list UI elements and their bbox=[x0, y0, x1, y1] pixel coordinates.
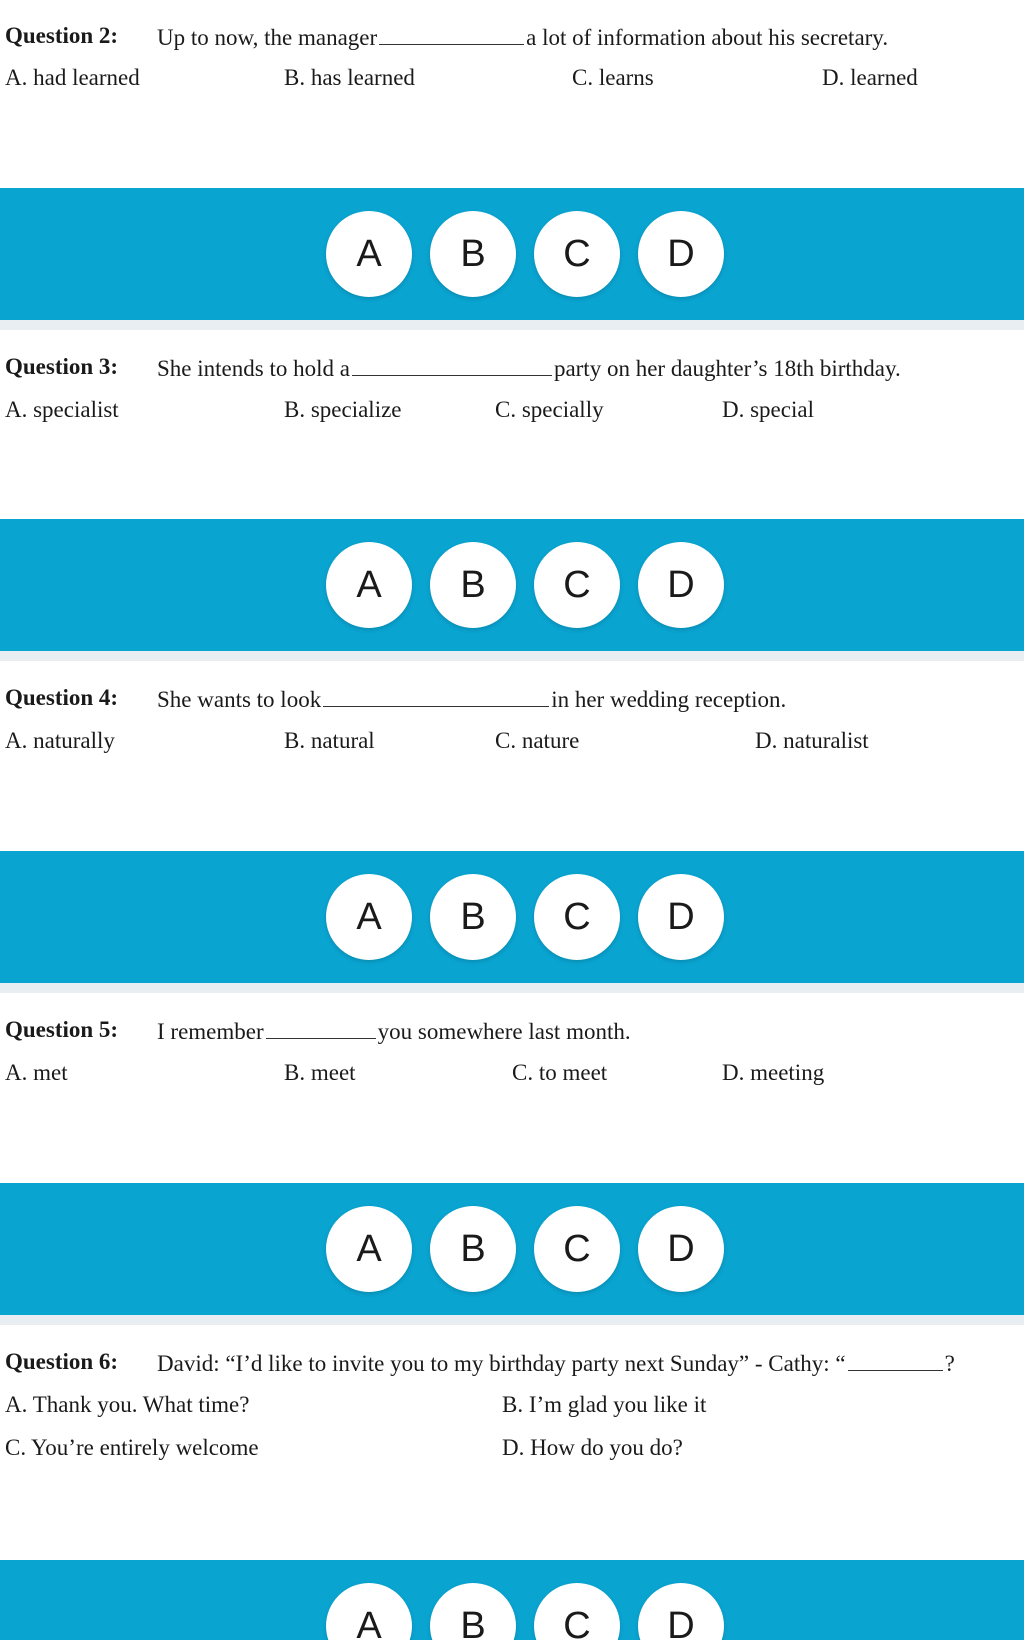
answer-band bbox=[0, 1560, 1024, 1640]
answer-blank bbox=[266, 1016, 376, 1039]
separator bbox=[0, 320, 1024, 330]
answer-button-d[interactable]: D bbox=[638, 211, 724, 297]
answer-button-c[interactable]: C bbox=[534, 211, 620, 297]
option-c: C. to meet bbox=[512, 1060, 608, 1085]
option-c: C. You’re entirely welcome bbox=[5, 1435, 259, 1460]
answer-button-c[interactable]: C bbox=[534, 1206, 620, 1292]
stem-before: She wants to look bbox=[157, 687, 322, 712]
answer-button-b[interactable]: B bbox=[430, 874, 516, 960]
question-stem bbox=[157, 1348, 1024, 1378]
stem-before: David: “I’d like to invite you to my birthday party next Sunday” - Cathy: “ bbox=[157, 1351, 846, 1376]
answer-band bbox=[0, 1183, 1024, 1315]
question-label: Question 4: bbox=[5, 685, 119, 710]
stem-before: She intends to hold a bbox=[157, 356, 350, 381]
answer-blank bbox=[352, 353, 552, 376]
answer-button-a[interactable]: A bbox=[326, 1583, 412, 1640]
question-stem bbox=[157, 684, 786, 714]
stem-before: I remember bbox=[157, 1019, 264, 1044]
separator bbox=[0, 651, 1024, 661]
option-a: A. specialist bbox=[5, 397, 119, 422]
answer-button-a[interactable]: A bbox=[326, 211, 412, 297]
stem-after: in her wedding reception. bbox=[551, 687, 787, 712]
answer-button-c[interactable]: C bbox=[534, 1583, 620, 1640]
option-d: D. naturalist bbox=[755, 728, 869, 753]
option-d: D. learned bbox=[822, 65, 918, 90]
answer-button-b[interactable]: B bbox=[430, 542, 516, 628]
option-a: A. naturally bbox=[5, 728, 115, 753]
answer-band bbox=[0, 188, 1024, 320]
stem-after: a lot of information about his secretary. bbox=[526, 25, 889, 50]
option-c: C. learns bbox=[572, 65, 654, 90]
option-d: D. How do you do? bbox=[502, 1435, 683, 1460]
option-b: B. natural bbox=[284, 728, 375, 753]
answer-button-d[interactable]: D bbox=[638, 874, 724, 960]
separator bbox=[0, 983, 1024, 993]
answer-button-c[interactable]: C bbox=[534, 542, 620, 628]
answer-button-a[interactable]: A bbox=[326, 1206, 412, 1292]
question-label: Question 5: bbox=[5, 1017, 119, 1042]
option-a: A. Thank you. What time? bbox=[5, 1392, 250, 1417]
answer-button-d[interactable]: D bbox=[638, 1583, 724, 1640]
option-b: B. I’m glad you like it bbox=[502, 1392, 707, 1417]
answer-band bbox=[0, 519, 1024, 651]
stem-after: party on her daughter’s 18th birthday. bbox=[553, 356, 901, 381]
answer-band bbox=[0, 851, 1024, 983]
option-a: A. met bbox=[5, 1060, 68, 1085]
stem-after: ? bbox=[944, 1351, 955, 1376]
answer-blank bbox=[379, 22, 524, 45]
answer-button-d[interactable]: D bbox=[638, 542, 724, 628]
answer-blank bbox=[848, 1348, 943, 1371]
option-b: B. specialize bbox=[284, 397, 402, 422]
option-d: D. meeting bbox=[722, 1060, 825, 1085]
question-label: Question 6: bbox=[5, 1349, 119, 1374]
answer-button-b[interactable]: B bbox=[430, 1206, 516, 1292]
answer-button-a[interactable]: A bbox=[326, 542, 412, 628]
question-stem bbox=[157, 353, 901, 383]
answer-button-a[interactable]: A bbox=[326, 874, 412, 960]
option-b: B. meet bbox=[284, 1060, 356, 1085]
answer-blank bbox=[323, 684, 549, 707]
option-c: C. specially bbox=[495, 397, 604, 422]
stem-before: Up to now, the manager bbox=[157, 25, 378, 50]
answer-button-b[interactable]: B bbox=[430, 1583, 516, 1640]
answer-button-c[interactable]: C bbox=[534, 874, 620, 960]
option-b: B. has learned bbox=[284, 65, 415, 90]
option-a: A. had learned bbox=[5, 65, 140, 90]
question-label: Question 2: bbox=[5, 23, 119, 48]
question-stem bbox=[157, 1016, 631, 1046]
answer-button-b[interactable]: B bbox=[430, 211, 516, 297]
option-c: C. nature bbox=[495, 728, 580, 753]
question-label: Question 3: bbox=[5, 354, 119, 379]
answer-button-d[interactable]: D bbox=[638, 1206, 724, 1292]
separator bbox=[0, 1315, 1024, 1325]
option-d: D. special bbox=[722, 397, 814, 422]
question-stem bbox=[157, 22, 888, 52]
stem-after: you somewhere last month. bbox=[377, 1019, 631, 1044]
